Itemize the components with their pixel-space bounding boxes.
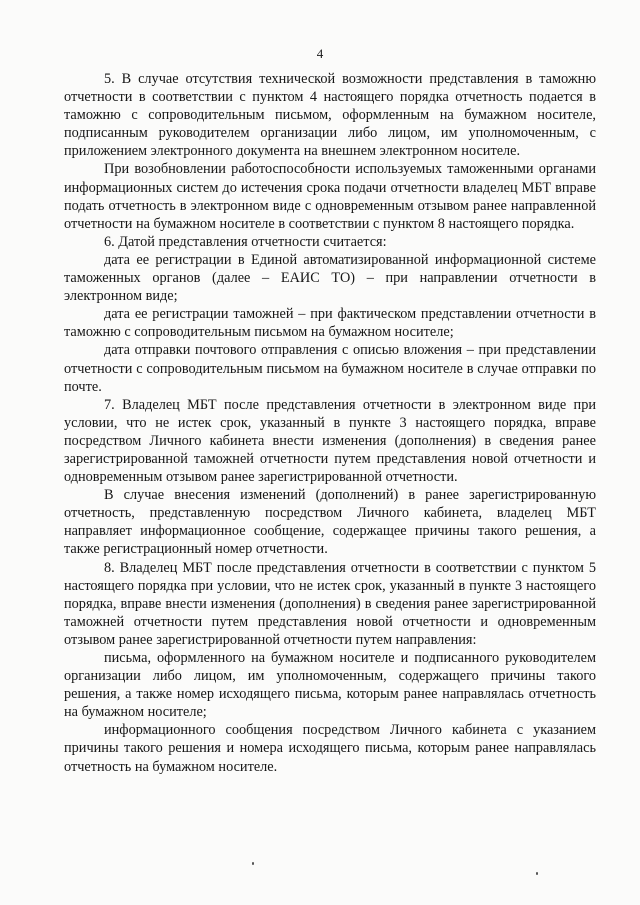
paragraph-5-resumption: При возобновлении работоспособности используемых таможенными органами информационных систем до истечения срока подачи отчетности владелец МБТ вправе подать отчетность в электронном виде с одновременным отзывом ранее направленной отчетности на бумажном носителе в соответствии с пунктом 8 настоящего порядка. [64, 161, 596, 232]
paragraph-7-changes: В случае внесения изменений (дополнений) в ранее зарегистрированную отчетность, представленную посредством Личного кабинета, владелец МБТ направляет информационное сообщение, содержащее причины такого решения, а также регистрационный номер отчетности. [64, 487, 596, 558]
scan-speck [252, 862, 254, 865]
paragraph-8-item-letter: письма, оформленного на бумажном носителе и подписанного руководителем организации либо лицом, им уполномоченным, содержащего причины такого решения, а также номер исходящего письма, которым ранее направлялась отчетность на бумажном носителе; [64, 650, 596, 721]
paragraph-6-item-customs: дата ее регистрации таможней – при фактическом представлении отчетности в таможню с сопроводительным письмом на бумажном носителе; [64, 306, 596, 341]
scan-speck [536, 872, 538, 875]
document-body [64, 70, 596, 776]
paragraph-6-item-post: дата отправки почтового отправления с описью вложения – при представлении отчетности с сопроводительным письмом на бумажном носителе в случае отправки по почте. [64, 342, 596, 395]
paragraph-8: 8. Владелец МБТ после представления отчетности в соответствии с пунктом 5 настоящего порядка при условии, что не истек срок, указанный в пункте 3 настоящего порядка, вправе внести изменения (дополнения) в сведения ранее зарегистрированной таможней отчетности путем представления новой отчетности и одновременным отзывом ранее зарегистрированной отчетности путем направления: [64, 559, 596, 648]
paragraph-6-item-eais: дата ее регистрации в Единой автоматизированной информационной системе таможенных органов (далее – ЕАИС ТО) – при направлении отчетности в электронном виде; [64, 251, 596, 305]
paragraph-7: 7. Владелец МБТ после представления отчетности в электронном виде при условии, что не истек срок, указанный в пункте 3 настоящего порядка, вправе посредством Личного кабинета внести изменения (дополнения) в сведения ранее зарегистрированной таможней отчетности путем представления новой отчетности и одновременным отзывом ранее зарегистрированной отчетности. [64, 396, 596, 486]
paragraph-8-item-message: информационного сообщения посредством Личного кабинета с указанием причины такого решения и номера исходящего письма, которым ранее направлялась отчетность на бумажном носителе. [64, 722, 596, 775]
paragraph-6: 6. Датой представления отчетности считается: [104, 233, 387, 250]
page-number: 4 [316, 46, 324, 61]
paragraph-5: 5. В случае отсутствия технической возможности представления в таможню отчетности в соответствии с пунктом 4 настоящего порядка отчетность подается в таможню с сопроводительным письмом, оформленным на бумажном носителе, подписанным руководителем организации либо лицом, им уполномоченным, с приложением электронного документа на внешнем электронном носителе. [64, 71, 596, 160]
